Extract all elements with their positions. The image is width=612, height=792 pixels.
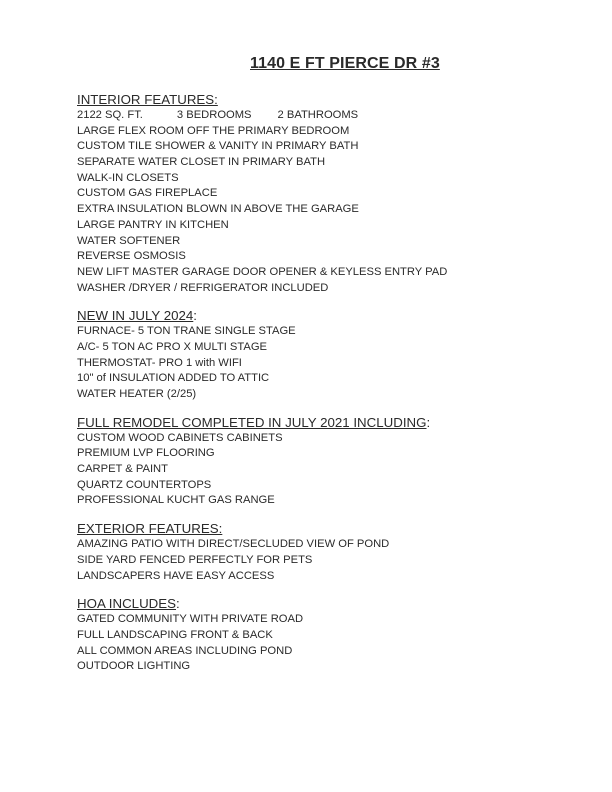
list-item: LANDSCAPERS HAVE EASY ACCESS — [77, 569, 275, 582]
exterior-features-section — [77, 521, 597, 584]
list-item: GATED COMMUNITY WITH PRIVATE ROAD — [77, 613, 304, 626]
document-body — [77, 92, 597, 687]
hoa-section — [77, 596, 597, 675]
list-item: FURNACE- 5 TON TRANE SINGLE STAGE — [77, 325, 296, 338]
sqft-text: 2122 SQ. FT. — [77, 109, 143, 121]
bedrooms-text: 3 BEDROOMS — [176, 109, 252, 121]
list-item: OUTDOOR LIGHTING — [77, 660, 191, 673]
bathrooms-text: 2 BATHROOMS — [277, 109, 359, 121]
list-item: LARGE FLEX ROOM OFF THE PRIMARY BEDROOM — [77, 124, 350, 137]
heading-colon: : — [193, 308, 197, 324]
list-item: REVERSE OSMOSIS — [77, 250, 186, 263]
list-item: A/C- 5 TON AC PRO X MULTI STAGE — [77, 340, 268, 353]
list-item: 10" of INSULATION ADDED TO ATTIC — [77, 372, 270, 385]
list-item: WALK-IN CLOSETS — [77, 171, 179, 184]
list-item: FULL LANDSCAPING FRONT & BACK — [77, 628, 273, 641]
list-item: LARGE PANTRY IN KITCHEN — [77, 218, 229, 231]
list-item: PROFESSIONAL KUCHT GAS RANGE — [77, 494, 275, 507]
list-item: WATER SOFTENER — [77, 234, 181, 247]
list-item: PREMIUM LVP FLOORING — [77, 447, 215, 460]
heading-colon: : — [426, 414, 431, 430]
list-item: THERMOSTAT- PRO 1 with WIFI — [77, 356, 242, 369]
list-item: EXTRA INSULATION BLOWN IN ABOVE THE GARAGE — [77, 203, 359, 216]
interior-features-heading: INTERIOR FEATURES: — [77, 92, 218, 107]
list-item: WATER HEATER (2/25) — [77, 388, 197, 400]
exterior-features-heading: EXTERIOR FEATURES: — [77, 521, 223, 537]
page-title: 1140 E FT PIERCE DR #3 — [250, 55, 440, 72]
section-heading — [77, 596, 597, 612]
list-item: ALL COMMON AREAS INCLUDING POND — [77, 644, 293, 657]
section-heading — [77, 521, 597, 537]
list-item: CARPET & PAINT — [77, 463, 168, 476]
list-item: SEPARATE WATER CLOSET IN PRIMARY BATH — [77, 156, 326, 169]
list-item: SIDE YARD FENCED PERFECTLY FOR PETS — [77, 553, 313, 566]
list-item: QUARTZ COUNTERTOPS — [77, 478, 212, 491]
new-2024-heading: NEW IN JULY 2024 — [77, 308, 194, 324]
section-heading — [77, 308, 597, 324]
size-rooms-line — [77, 108, 597, 124]
interior-features-section — [77, 92, 597, 296]
heading-colon: : — [176, 596, 180, 612]
hoa-heading: HOA INCLUDES — [77, 596, 177, 612]
new-2024-section — [77, 308, 597, 402]
list-item: NEW LIFT MASTER GARAGE DOOR OPENER & KEYLESS ENTRY PAD — [77, 265, 448, 278]
list-item: CUSTOM GAS FIREPLACE — [77, 187, 218, 200]
remodel-heading: FULL REMODEL COMPLETED IN JULY 2021 INCLUDING — [77, 414, 427, 430]
list-item: CUSTOM TILE SHOWER & VANITY IN PRIMARY BATH — [77, 140, 359, 153]
list-item: WASHER /DRYER / REFRIGERATOR INCLUDED — [77, 281, 329, 294]
remodel-section — [77, 415, 597, 509]
list-item: AMAZING PATIO WITH DIRECT/SECLUDED VIEW OF POND — [77, 538, 390, 551]
section-heading — [77, 415, 597, 431]
section-heading — [77, 92, 597, 108]
list-item: CUSTOM WOOD CABINETS CABINETS — [77, 431, 283, 444]
